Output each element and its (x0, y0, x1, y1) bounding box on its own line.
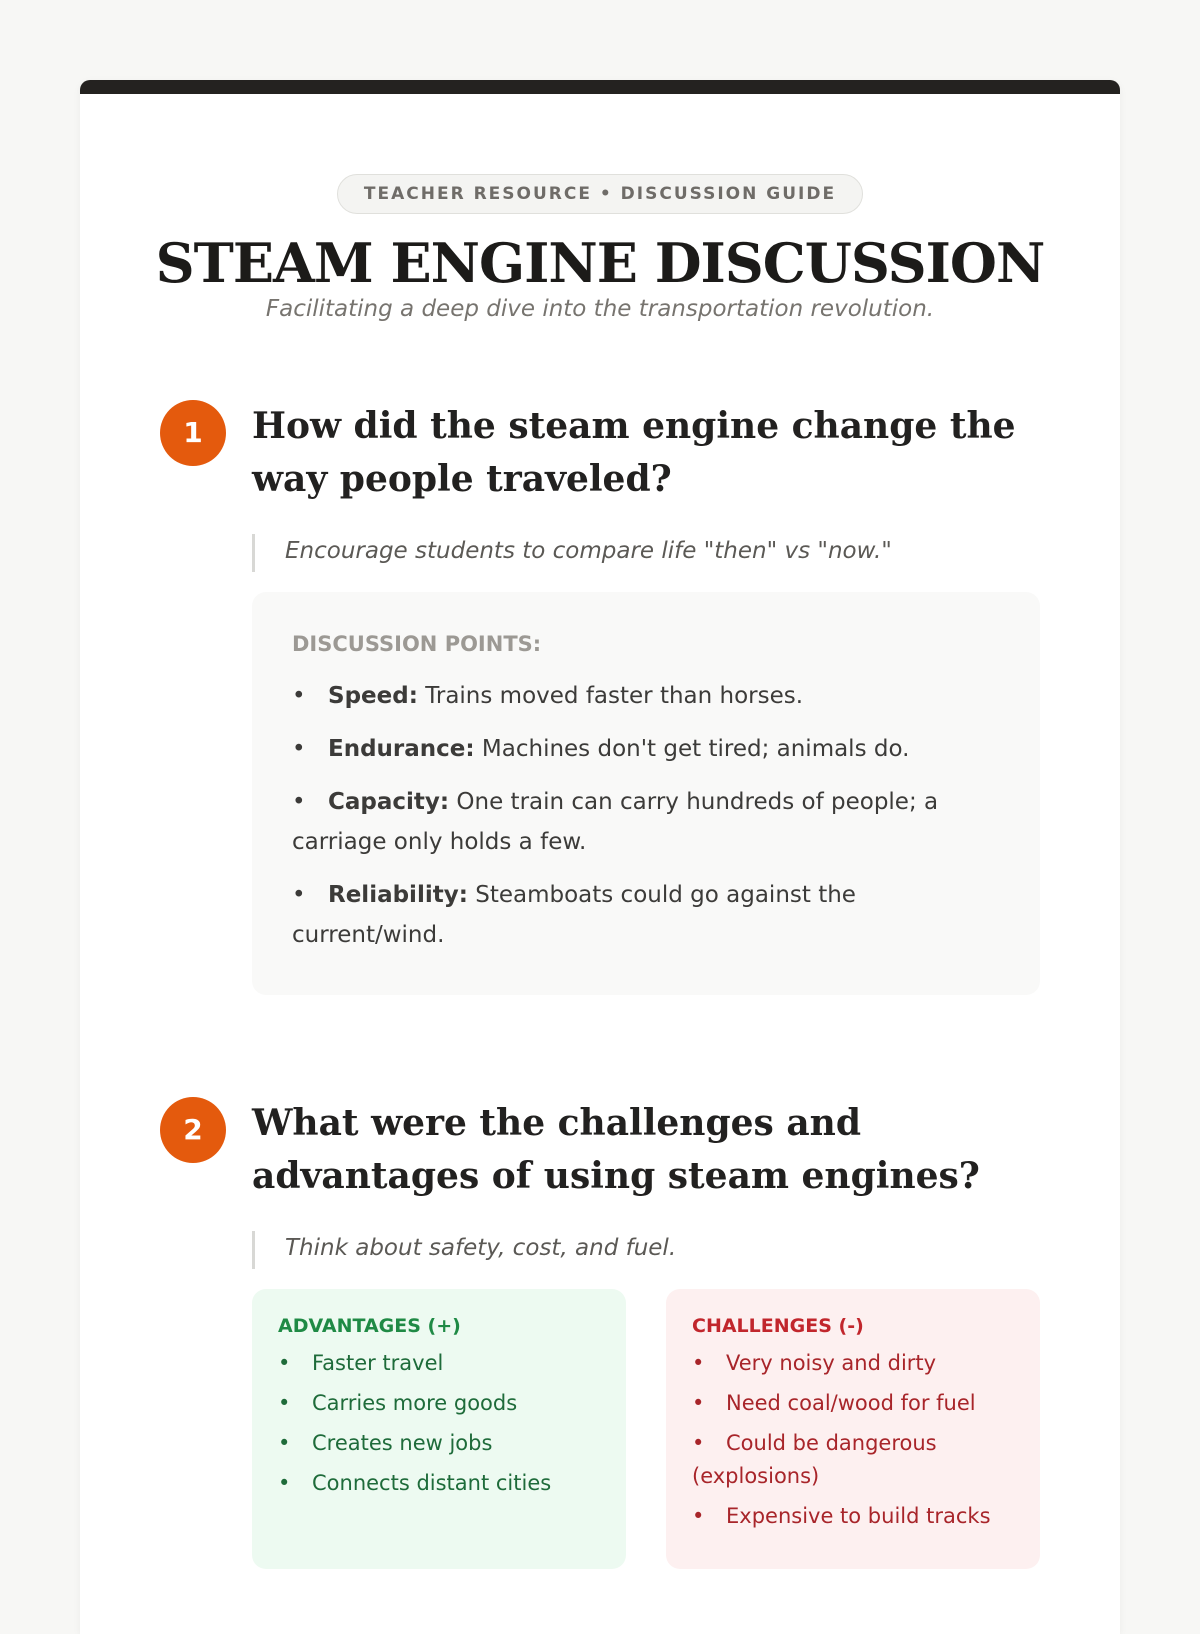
bullet-icon: • (278, 1351, 291, 1375)
item-text: Could be dangerous (explosions) (692, 1431, 937, 1488)
item-text: Faster travel (312, 1351, 444, 1375)
advantages-list (278, 1347, 600, 1500)
challenges-label: CHALLENGES (-) (692, 1315, 864, 1337)
resource-pill: TEACHER RESOURCE • DISCUSSION GUIDE (337, 174, 863, 214)
point-term: Endurance: (328, 736, 475, 762)
bullet-icon: • (278, 1471, 291, 1495)
list-item (692, 1387, 1014, 1420)
item-text: Connects distant cities (312, 1471, 552, 1495)
point-text: Trains moved faster than horses. (417, 683, 804, 709)
discussion-points-list (292, 676, 1000, 955)
question-number-badge: 2 (160, 1097, 226, 1163)
item-text: Carries more goods (312, 1391, 518, 1415)
advantages-box (252, 1289, 626, 1569)
point-text: One train can carry hundreds of people; a carriage only holds a few. (292, 789, 939, 855)
question-title: How did the steam engine change the way people traveled? (252, 405, 1016, 500)
bullet-icon: • (692, 1391, 705, 1415)
list-item (278, 1387, 600, 1420)
bullet-icon: • (292, 882, 306, 908)
question-title: What were the challenges and advantages of using steam engines? (252, 1102, 980, 1197)
facilitator-hint: Encourage students to compare life "then" vs "now." (252, 534, 1040, 572)
item-text: Very noisy and dirty (726, 1351, 937, 1375)
list-item (692, 1347, 1014, 1380)
point-text: Steamboats could go against the current/wind. (292, 882, 856, 948)
item-text: Creates new jobs (312, 1431, 493, 1455)
item-text: Need coal/wood for fuel (726, 1391, 976, 1415)
point-term: Reliability: (328, 882, 468, 908)
page-title: STEAM ENGINE DISCUSSION (155, 231, 1045, 295)
page-subtitle: Facilitating a deep dive into the transportation revolution. (265, 296, 935, 322)
advantages-label: ADVANTAGES (+) (278, 1315, 461, 1337)
discussion-points-box (252, 592, 1040, 995)
bullet-icon: • (292, 789, 306, 815)
list-item (292, 729, 1000, 769)
bullet-icon: • (292, 736, 306, 762)
list-item (278, 1467, 600, 1500)
list-item (292, 875, 1000, 955)
list-item (278, 1347, 600, 1380)
discussion-guide-card (80, 80, 1120, 1634)
point-term: Capacity: (328, 789, 450, 815)
point-text: Machines don't get tired; animals do. (474, 736, 910, 762)
list-item (292, 782, 1000, 862)
list-item (692, 1427, 1014, 1493)
discussion-points-label: DISCUSSION POINTS: (292, 632, 542, 656)
bullet-icon: • (692, 1431, 705, 1455)
header (80, 94, 1120, 322)
question-number-badge: 1 (160, 400, 226, 466)
bullet-icon: • (692, 1504, 705, 1528)
challenges-list (692, 1347, 1014, 1533)
list-item (292, 676, 1000, 716)
bullet-icon: • (692, 1351, 705, 1375)
point-term: Speed: (328, 683, 418, 709)
list-item (692, 1500, 1014, 1533)
bullet-icon: • (278, 1391, 291, 1415)
challenges-box (666, 1289, 1040, 1569)
item-text: Expensive to build tracks (726, 1504, 991, 1528)
bullet-icon: • (278, 1431, 291, 1455)
list-item (278, 1427, 600, 1460)
facilitator-hint: Think about safety, cost, and fuel. (252, 1231, 1040, 1269)
pros-cons-columns (252, 1289, 1040, 1569)
bullet-icon: • (292, 683, 306, 709)
